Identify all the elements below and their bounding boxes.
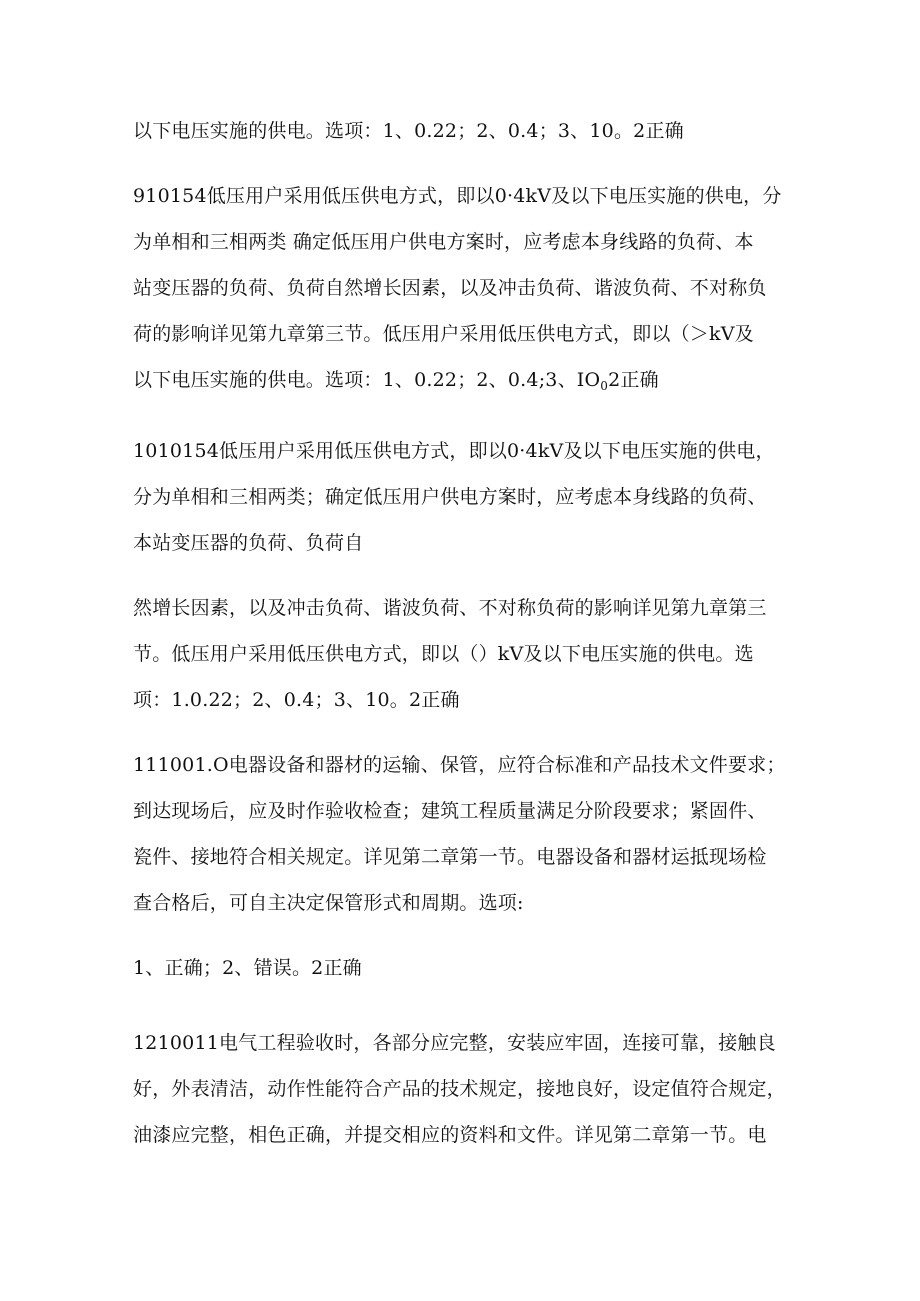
paragraph-line: 本站变压器的负荷、负荷自	[133, 532, 364, 554]
paragraph-line	[133, 367, 659, 393]
paragraph-line: 站变压器的负荷、负荷自然增长因素，以及冲击负荷、谐波负荷、不对称负	[133, 277, 767, 299]
subscript-zero: 0	[600, 379, 609, 393]
paragraph-line: 查合格后，可自主决定保管形式和周期。选项:	[133, 892, 524, 914]
paragraph-line: 为单相和三相两类 确定低压用户供电方案时，应考虑本身线路的负荷、本	[133, 231, 754, 253]
paragraph-line: 1210011电气工程验收时，各部分应完整，安装应牢固，连接可靠，接触良	[133, 1032, 776, 1054]
paragraph-line: 节。低压用户采用低压供电方式，即以（）kV及以下电压实施的供电。选	[133, 643, 754, 665]
paragraph-line: 1010154低压用户采用低压供电方式，即以0·4kV及以下电压实施的供电，	[133, 440, 775, 462]
paragraph-line-tail: 2正确	[608, 369, 659, 391]
paragraph-line: 荷的影响详见第九章第三节。低压用户采用低压供电方式，即以（＞kV及	[133, 323, 754, 345]
paragraph-line: 以下电压实施的供电。选项：1、0.22；2、0.4；3、10。2正确	[133, 120, 684, 142]
paragraph-line: 到达现场后，应及时作验收检查；建筑工程质量满足分阶段要求；紧固件、	[133, 800, 767, 822]
paragraph-line: 瓷件、接地符合相关规定。详见第二章第一节。电器设备和器材运抵现场检	[133, 846, 767, 868]
paragraph-line: 然增长因素，以及冲击负荷、谐波负荷、不对称负荷的影响详见第九章第三	[133, 597, 767, 619]
paragraph-line-text: 以下电压实施的供电。选项：1、0.22；2、0.4;3、IO	[133, 369, 601, 391]
paragraph-line: 1、正确；2、错误。2正确	[133, 957, 362, 979]
paragraph-line: 项：1.0.22；2、0.4；3、10。2正确	[133, 689, 460, 711]
paragraph-line: 111001.O电器设备和器材的运输、保管，应符合标准和产品技术文件要求；	[133, 754, 786, 776]
paragraph-line: 分为单相和三相两类；确定低压用户供电方案时，应考虑本身线路的负荷、	[133, 486, 767, 508]
paragraph-line: 油漆应完整，相色正确，并提交相应的资料和文件。详见第二章第一节。电	[133, 1124, 767, 1146]
paragraph-line: 910154低压用户采用低压供电方式，即以0·4kV及以下电压实施的供电，分	[133, 185, 782, 207]
paragraph-line: 好，外表清洁，动作性能符合产品的技术规定，接地良好，设定值符合规定，	[133, 1078, 786, 1100]
